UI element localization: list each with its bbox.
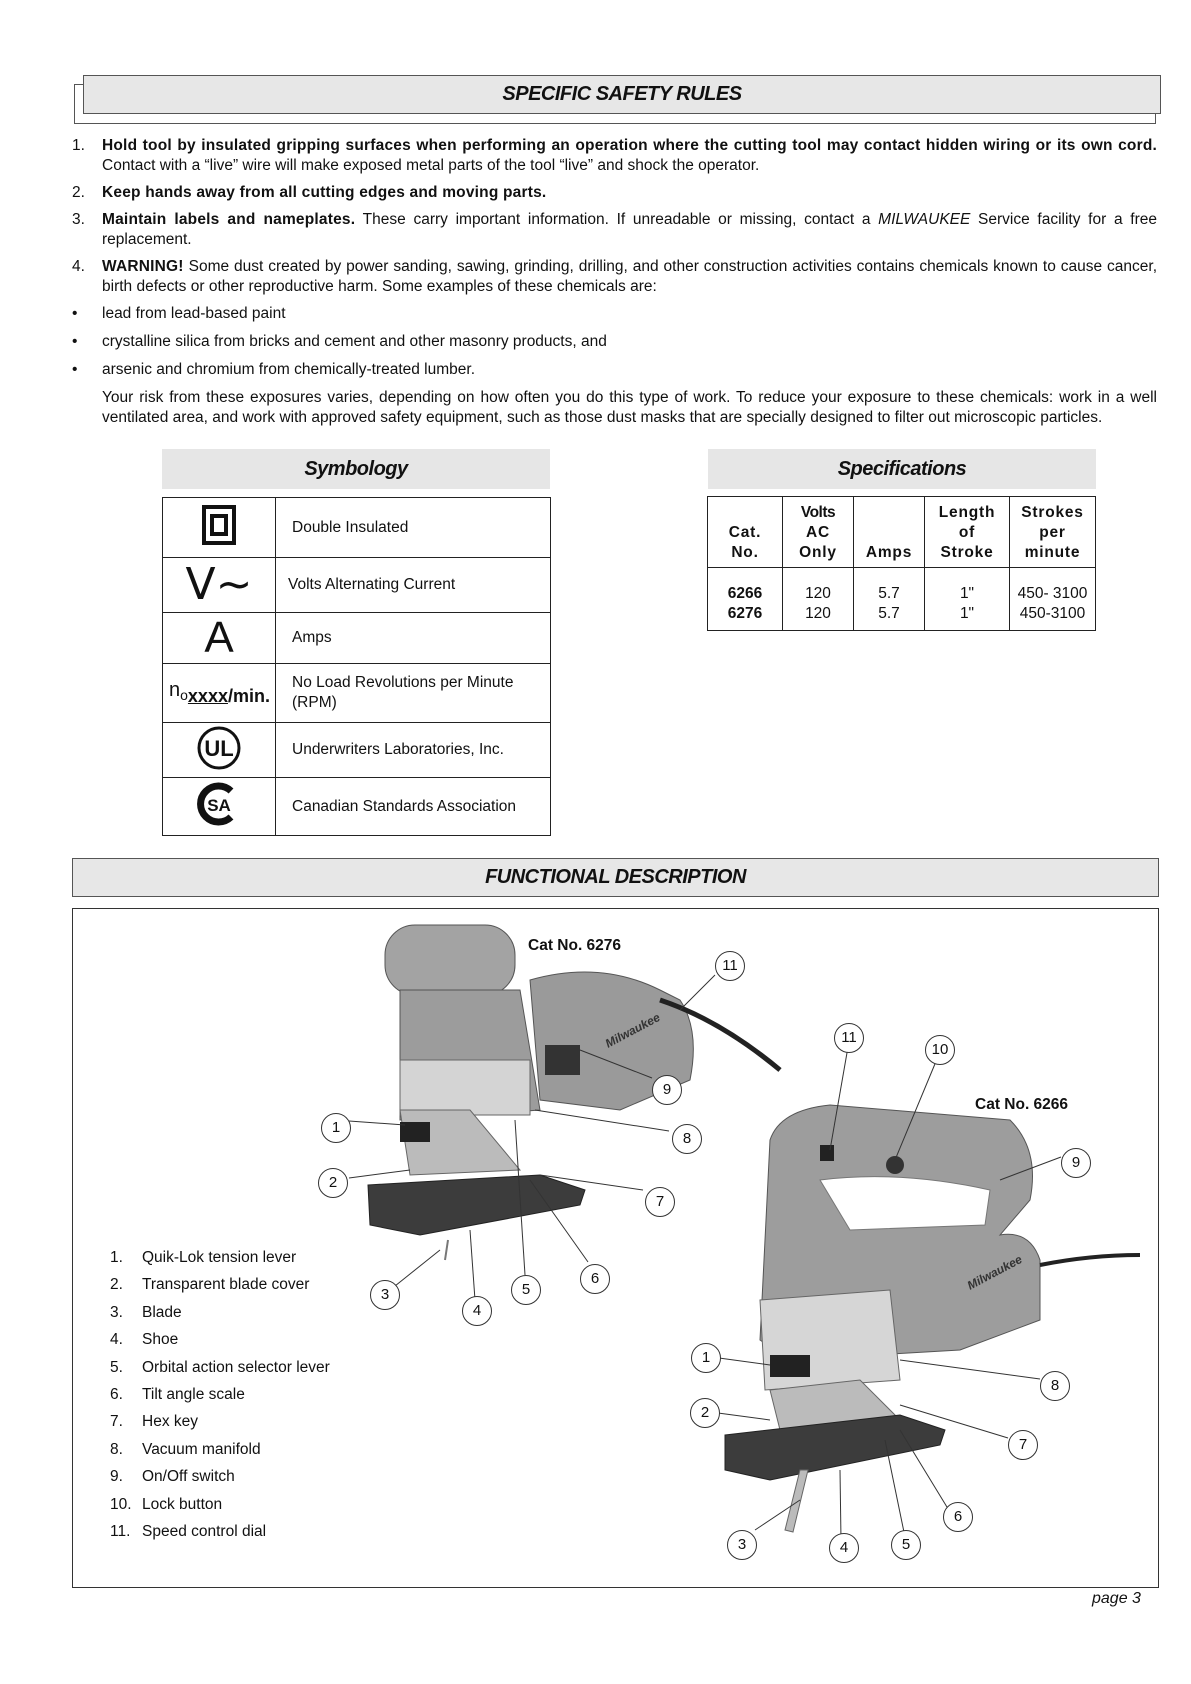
- list-item: 10. Lock button: [110, 1495, 223, 1513]
- bullet-item: • crystalline silica from bricks and cement and other masonry products, and: [72, 333, 607, 350]
- svg-text:UL: UL: [204, 735, 234, 761]
- rule-3: 3. Maintain labels and nameplates. These carry important information. If unreadable or missing, contact a MILWAUKEE Service facility for a free replacement.: [72, 211, 1157, 248]
- callout-1: 1: [321, 1113, 351, 1143]
- safety-title: SPECIFIC SAFETY RULES: [502, 83, 742, 105]
- volts-ac-icon: V~: [185, 559, 253, 610]
- callout-9: 9: [652, 1075, 682, 1105]
- callout-9: 9: [1061, 1148, 1091, 1178]
- callout-3: 3: [727, 1530, 757, 1560]
- callout-11: 11: [715, 951, 745, 981]
- list-item: 3. Blade: [110, 1303, 182, 1321]
- list-item: 9. On/Off switch: [110, 1468, 235, 1486]
- list-item: 4. Shoe: [110, 1331, 179, 1349]
- list-item: 11. Speed control dial: [110, 1522, 267, 1540]
- callout-10: 10: [925, 1035, 955, 1065]
- rule-2: 2. Keep hands away from all cutting edges and moving parts.: [72, 184, 547, 201]
- list-item: 8. Vacuum manifold: [110, 1440, 261, 1458]
- parts-list: [110, 1249, 330, 1550]
- functional-title: FUNCTIONAL DESCRIPTION: [485, 866, 746, 888]
- callout-2: 2: [318, 1168, 348, 1198]
- callout-5: 5: [511, 1275, 541, 1305]
- spec-col-stroke: Length of Stroke: [925, 497, 1010, 568]
- spec-data-row: 6266 6276 120 120 5.7 5.7 1" 1" 450- 3100 450-3100: [708, 568, 1096, 631]
- callout-4: 4: [462, 1296, 492, 1326]
- symbology-label: Underwriters Laboratories, Inc.: [276, 723, 551, 778]
- no-load-rpm-icon: noxxxx/min.: [169, 678, 270, 706]
- spec-col-spm: Strokes per minute: [1010, 497, 1096, 568]
- spec-col-amps: Amps: [854, 497, 925, 568]
- callout-8: 8: [1040, 1371, 1070, 1401]
- list-item: 1. Quik-Lok tension lever: [110, 1249, 297, 1266]
- svg-text:Milwaukee: Milwaukee: [602, 1010, 663, 1051]
- callout-5: 5: [891, 1530, 921, 1560]
- callout-8: 8: [672, 1124, 702, 1154]
- list-item: 2. Transparent blade cover: [110, 1276, 310, 1294]
- list-item: 7. Hex key: [110, 1413, 198, 1431]
- callout-11: 11: [834, 1023, 864, 1053]
- svg-text:Milwaukee: Milwaukee: [964, 1252, 1025, 1293]
- exposure-paragraph: Your risk from these exposures varies, depending on how often you do this type of work. To reduce your exposure to these chemicals: work in a well ventilated area, and work with approved safety equipment, such as those dust masks that are specially designed to filter out microscopic particles.: [102, 389, 1157, 426]
- callout-2: 2: [690, 1398, 720, 1428]
- symbology-label: Amps: [276, 613, 551, 664]
- rule-4: 4. WARNING! Some dust created by power sanding, sawing, grinding, drilling, and other construction activities contains chemicals known to cause cancer, birth defects or other reproductive harm. Some examples of these chemicals are:: [72, 258, 1157, 295]
- callout-3: 3: [370, 1280, 400, 1310]
- svg-text:SA: SA: [207, 796, 231, 815]
- callout-6: 6: [943, 1502, 973, 1532]
- callout-4: 4: [829, 1533, 859, 1563]
- symbology-label: Canadian Standards Association: [276, 778, 551, 836]
- symbology-label: No Load Revolutions per Minute (RPM): [276, 664, 551, 723]
- callout-1: 1: [691, 1343, 721, 1373]
- bullet-item: • arsenic and chromium from chemically-treated lumber.: [72, 361, 475, 378]
- amps-icon: A: [204, 613, 234, 662]
- cat-label-6276: Cat No. 6276: [528, 937, 622, 954]
- symbology-label: Double Insulated: [276, 498, 551, 558]
- symbology-header: Symbology: [162, 449, 550, 489]
- callout-7: 7: [1008, 1430, 1038, 1460]
- specifications-header: Specifications: [708, 449, 1096, 489]
- callout-7: 7: [645, 1187, 675, 1217]
- list-item: 6. Tilt angle scale: [110, 1385, 245, 1403]
- rule-1: 1. Hold tool by insulated gripping surfaces when performing an operation where the cutting tool may contact hidden wiring or its own cord. Contact with a “live” wire will make exposed metal parts of the tool “live” and shock the operator.: [72, 137, 1157, 174]
- spec-col-volts: Volts AC Only: [783, 497, 854, 568]
- symbology-label: Volts Alternating Current: [276, 558, 551, 613]
- bullet-item: • lead from lead-based paint: [72, 305, 286, 322]
- callout-6: 6: [580, 1264, 610, 1294]
- cat-label-6266: Cat No. 6266: [975, 1096, 1069, 1113]
- page-number: page 3: [1092, 1590, 1141, 1607]
- spec-col-cat: Cat. No.: [708, 497, 783, 568]
- list-item: 5. Orbital action selector lever: [110, 1358, 330, 1376]
